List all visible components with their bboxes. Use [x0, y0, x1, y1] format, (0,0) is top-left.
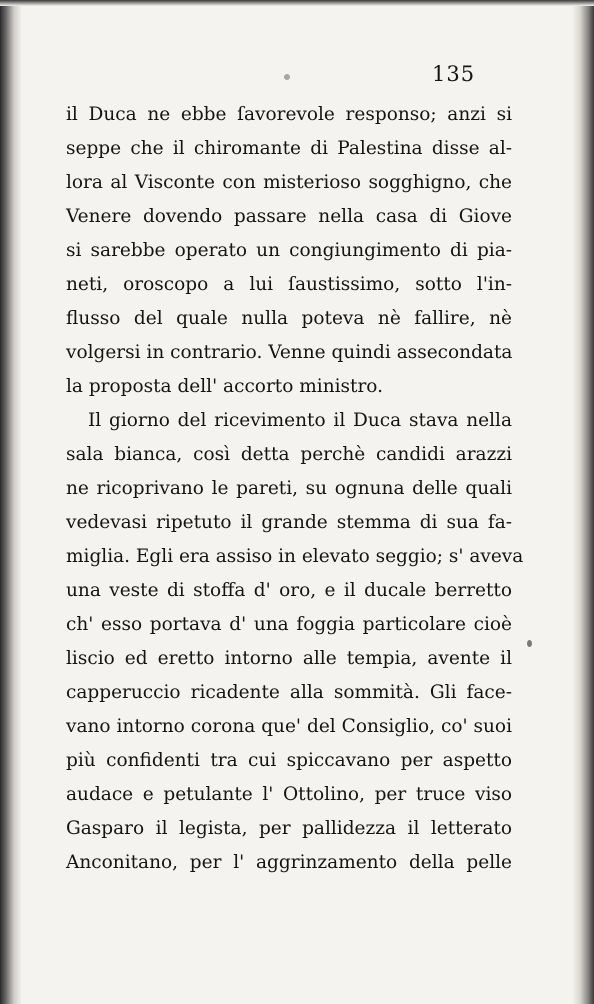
text-line: ne ricoprivano le pareti, su ognuna delle quali [66, 478, 512, 499]
text-line: la proposta dell' accorto ministro. [66, 376, 384, 397]
text-line: il Duca ne ebbe ſavorevole responso; anzi si [66, 104, 512, 125]
text-line: flusso del quale nulla poteva nè fallire, nè [66, 308, 512, 329]
text-line: Il giorno del ricevimento il Duca stava nella [88, 410, 512, 431]
text-line: volgersi in contrario. Venne quindi assecondata [66, 342, 513, 363]
body-text [66, 98, 524, 880]
text-line: si sarebbe operato un congiungimento di pia- [66, 240, 512, 261]
text-line: audace e petulante l' Ottolino, per truce viso [66, 784, 512, 805]
text-line: seppe che il chiromante di Palestina disse al- [66, 138, 512, 159]
text-line: Gasparo il legista, per pallidezza il letterato [66, 818, 512, 839]
text-line: lora al Visconte con misterioso sogghigno, che [66, 172, 512, 193]
text-line: neti, oroscopo a lui ſaustissimo, sotto l'in- [66, 274, 512, 295]
text-line: sala bianca, così detta perchè candidi arazzi [66, 444, 512, 465]
text-line: capperuccio ricadente alla sommità. Gli face- [66, 682, 512, 703]
ink-speck [284, 74, 290, 80]
ink-speck [527, 640, 532, 647]
text-line: più confidenti tra cui spiccavano per aspetto [66, 750, 512, 771]
text-line: miglia. Egli era assiso in elevato seggio; s' aveva [66, 546, 524, 567]
text-line: Venere dovendo passare nella casa di Giove [66, 206, 512, 227]
page-edge-top [0, 0, 594, 6]
text-line: liscio ed eretto intorno alle tempia, avente il [66, 648, 512, 669]
text-line: Anconitano, per l' aggrinzamento della pelle [66, 852, 512, 873]
page-edge-right [572, 0, 594, 1004]
page-number: 135 [432, 62, 476, 86]
text-line: vedevasi ripetuto il grande stemma di sua fa- [66, 512, 512, 533]
text-line: vano intorno corona que' del Consiglio, co' suoi [66, 716, 512, 737]
text-line: ch' esso portava d' una foggia particolare cioè [66, 614, 512, 635]
text-line: una veste di stoffa d' oro, e il ducale berretto [66, 580, 512, 601]
binding-shadow-left [0, 0, 22, 1004]
